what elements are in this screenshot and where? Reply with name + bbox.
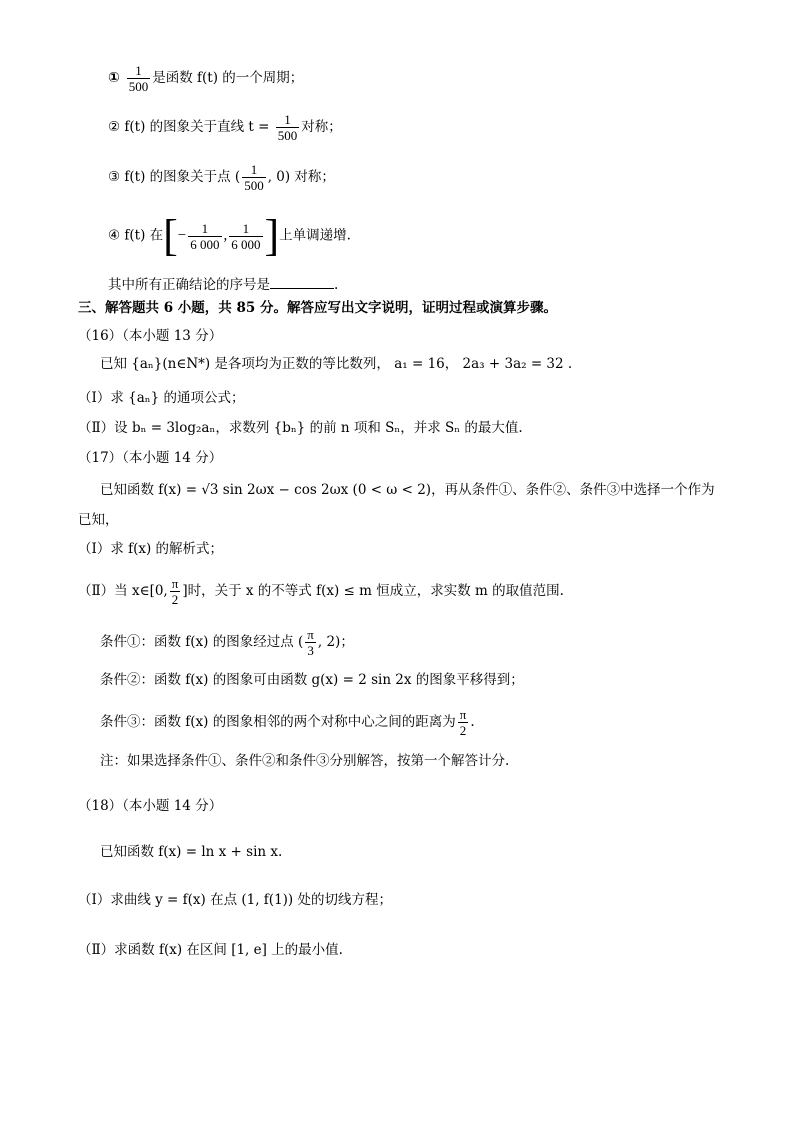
fraction: $\frac{1}{6 000}$ bbox=[231, 220, 261, 252]
fraction: $\frac{\pi}{2}$ bbox=[171, 576, 179, 607]
q17-condition-2: 条件②：函数 f(x) 的图象可由函数 g(x) = 2 sin 2x 的图象平移得到； bbox=[100, 672, 524, 688]
q18-header: （18）（本小题 14 分） bbox=[78, 798, 223, 814]
right-bracket: ] bbox=[264, 211, 280, 260]
q18-part1: （Ⅰ）求曲线 y = f(x) 在点 (1, f(1)) 处的切线方程； bbox=[78, 892, 392, 908]
statement-text: ④ f(t) 在 bbox=[108, 227, 164, 244]
q18-part2: （Ⅱ）求函数 f(x) 在区间 [1, e] 上的最小值. bbox=[78, 942, 343, 958]
fraction: $\frac{1}{500}$ bbox=[277, 112, 298, 143]
q17-condition-1: 条件①：函数 f(x) 的图象经过点 ( $\frac{\pi}{3}$ , 2)； bbox=[100, 627, 354, 658]
left-bracket: [ bbox=[163, 211, 178, 260]
statement-2 bbox=[108, 113, 342, 142]
statement-text: ③ f(t) 的图象关于点 ( bbox=[108, 169, 241, 185]
statement-text: , 0) 对称； bbox=[267, 169, 335, 185]
fraction: $\frac{1}{500}$ bbox=[244, 162, 264, 193]
q16-part2: （Ⅱ）设 bₙ = 3log₂aₙ，求数列 {bₙ} 的前 n 项和 Sₙ，并求 Sₙ 的最大值. bbox=[78, 420, 523, 436]
answer-prompt: 其中所有正确结论的序号是 . bbox=[108, 277, 339, 293]
fraction: $\frac{\pi}{2}$ bbox=[459, 707, 467, 738]
q17-note: 注：如果选择条件①、条件②和条件③分别解答，按第一个解答计分. bbox=[100, 753, 510, 769]
statement-3 bbox=[108, 163, 335, 192]
q17-given-line1: 已知函数 f(x) = √3 sin 2ωx − cos 2ωx (0 < ω < 2)，再从条件①、条件②、条件③中选择一个作为 bbox=[100, 482, 715, 498]
fraction: $\frac{\pi}{3}$ bbox=[307, 627, 314, 658]
statement-text: 对称； bbox=[301, 119, 342, 135]
q17-part1: （Ⅰ）求 f(x) 的解析式； bbox=[78, 541, 224, 557]
statement-text: ② f(t) 的图象关于直线 t = bbox=[108, 119, 274, 135]
statement-text: 上单调递增. bbox=[279, 227, 351, 244]
q17-condition-3: 条件③：函数 f(x) 的图象相邻的两个对称中心之间的距离为 $\frac{\pi}{2}$ . bbox=[100, 707, 475, 738]
statement-text: 是函数 f(t) 的一个周期； bbox=[152, 70, 304, 86]
q16-given: 已知 {aₙ}(n∈N*) 是各项均为正数的等比数列， a₁ = 16， 2a₃ + 3a₂ = 32 . bbox=[100, 356, 573, 372]
q17-part2: （Ⅱ）当 x∈[0, $\frac{\pi}{2}$ ]时，关于 x 的不等式 f(x) ≤ m 恒成立，求实数 m 的取值范围. bbox=[78, 576, 564, 607]
answer-blank[interactable] bbox=[270, 276, 334, 289]
section-heading: 三、解答题共 6 小题，共 85 分。解答应写出文字说明，证明过程或演算步骤。 bbox=[78, 300, 557, 316]
q18-given: 已知函数 f(x) = ln x + sin x. bbox=[100, 844, 283, 860]
q17-header: （17）（本小题 14 分） bbox=[78, 450, 223, 466]
statement-1 bbox=[108, 64, 303, 93]
label-1: ① bbox=[108, 70, 125, 86]
fraction: $\frac{1}{6 000}$ bbox=[190, 220, 220, 252]
statement-4: ④ f(t) 在[− $\frac{1}{6 000}$ , $\frac{1}{6 000}$ ]上单调递增. bbox=[108, 211, 351, 260]
q16-header: （16）（本小题 13 分） bbox=[78, 328, 223, 344]
q17-given-line2: 已知， bbox=[78, 512, 119, 528]
fraction: $\frac{1}{500}$ bbox=[128, 63, 149, 94]
q16-part1: （Ⅰ）求 {aₙ} 的通项公式； bbox=[78, 390, 245, 406]
